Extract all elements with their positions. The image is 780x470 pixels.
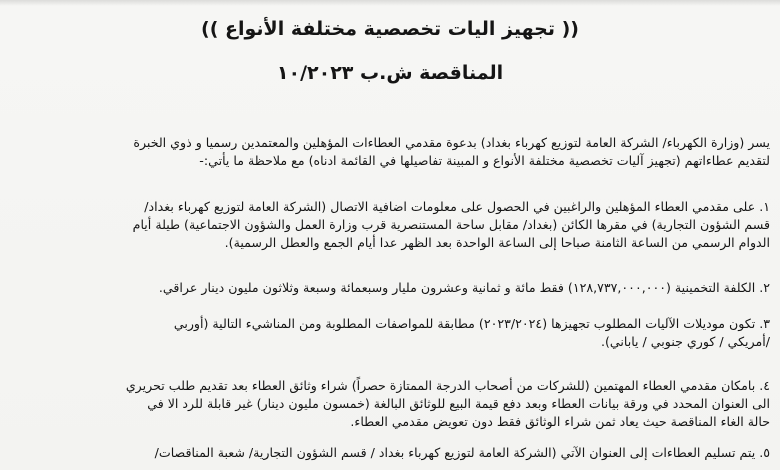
- item-line: حالة الغاء المناقصة حيث يعاد ثمن شراء الوثائق فقط دون تعويض مقدمي العطاء.: [350, 414, 770, 429]
- item-line: ٥. يتم تسليم العطاءات إلى العنوان الآتي (الشركة العامة لتوزيع كهرباء بغداد / قسم الشؤون التجارية/ شعبة المناقصات/: [154, 445, 770, 460]
- item-line: ٤. بامكان مقدمي العطاء المهتمين (للشركات من أصحاب الدرجة الممتازة حصراً) شراء وثائق العطاء بعد تقديم طلب تحريري: [125, 378, 770, 393]
- item-line: الدوام الرسمي من الساعة الثامنة صباحا إلى الساعة الواحدة بعد الظهر عدا أيام الجمع والعطل الرسمية).: [224, 235, 770, 250]
- announcement-title: (( تجهيز اليات تخصصية مختلفة الأنواع )): [201, 18, 579, 40]
- item-5-paragraph: [0, 444, 770, 462]
- item-line: الى العنوان المحدد في ورقة بيانات العطاء وبعد دفع قيمة البيع للوثائق البالغة (خمسون مليون دينار) غير قابلة للرد الا في: [147, 396, 770, 411]
- intro-paragraph: [0, 134, 770, 170]
- item-4-paragraph: [0, 377, 770, 431]
- item-line: /أمريكي / كوري جنوبي / ياباني).: [600, 334, 770, 349]
- item-1-paragraph: [0, 198, 770, 252]
- item-3-paragraph: [0, 315, 770, 351]
- item-2-paragraph: [0, 279, 770, 297]
- item-line: ١. على مقدمي العطاء المؤهلين والراغبين في الحصول على معلومات اضافية الاتصال (الشركة العامة لتوزيع كهرباء بغداد/: [144, 199, 770, 214]
- intro-line: لتقديم عطاءاتهم (تجهيز آليات تخصصية مختلفة الأنواع و المبينة تفاصيلها في القائمة ادناه) مع ملاحظة ما يأتي:-: [199, 153, 770, 168]
- tender-number: المناقصة ش.ب ١٠/٢٠٢٣: [276, 62, 504, 84]
- item-line: قسم الشؤون التجارية) في مقرها الكائن (بغداد/ مقابل ساحة المستنصرية قرب وزارة العمل والشؤون الاجتماعية) طيلة أيام: [132, 217, 770, 232]
- item-line: ٣. تكون موديلات الآليات المطلوب تجهيزها (٢٠٢٣/٢٠٢٤) مطابقة للمواصفات المطلوبة ومن المناشيء التالية (أوربي: [173, 316, 770, 331]
- intro-line: يسر (وزارة الكهرباء/ الشركة العامة لتوزيع كهرباء بغداد) بدعوة مقدمي العطاءات المؤهلين والمعتمدين رسميا و ذوي الخبرة: [133, 135, 770, 150]
- item-line: ٢. الكلفة التخمينية (١٢٨,٧٣٧,٠٠٠,٠٠٠) فقط مائة و ثمانية وعشرون مليار وسبعمائة وسبعة وثلاثون مليون دينار عراقي.: [158, 280, 770, 295]
